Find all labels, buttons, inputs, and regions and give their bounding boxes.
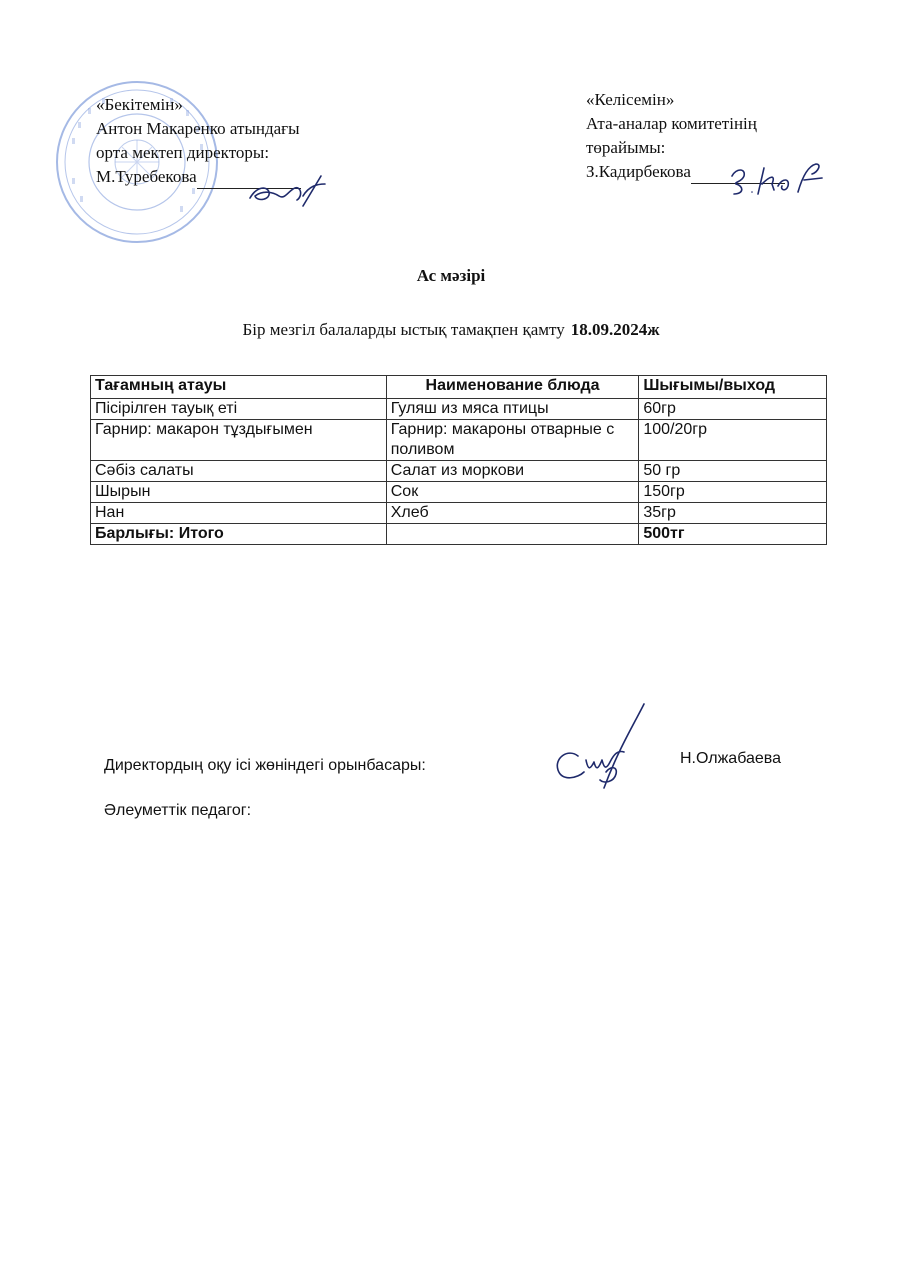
dish-name-kz: Гарнир: макарон тұздығымен xyxy=(91,420,387,461)
dish-name-ru: Гарнир: макароны отварные с поливом xyxy=(386,420,639,461)
dish-name-ru: Салат из моркови xyxy=(386,461,639,482)
dish-name-ru: Хлеб xyxy=(386,503,639,524)
column-header-yield: Шығымы/выход xyxy=(639,376,827,399)
approval-signer: М.Туребекова xyxy=(96,167,197,186)
dish-name-kz: Нан xyxy=(91,503,387,524)
table-total-row xyxy=(91,524,827,545)
approval-heading: «Бекітемін» xyxy=(96,95,183,114)
dish-yield: 150гр xyxy=(639,482,827,503)
approval-line2: орта мектеп директоры: xyxy=(96,143,270,162)
table-row xyxy=(91,482,827,503)
social-pedagog-label: Әлеуметтік педагог: xyxy=(104,802,252,819)
agreement-line2: төрайымы: xyxy=(586,138,666,157)
total-value: 500тг xyxy=(639,524,827,545)
total-label: Барлығы: Итого xyxy=(91,524,387,545)
total-empty-cell xyxy=(386,524,639,545)
dish-name-kz: Шырын xyxy=(91,482,387,503)
column-header-ru: Наименование блюда xyxy=(386,376,639,399)
table-row xyxy=(91,461,827,482)
agreement-line1: Ата-аналар комитетінің xyxy=(586,114,757,133)
table-header-row xyxy=(91,376,827,399)
committee-signature xyxy=(722,158,826,202)
dish-yield: 35гр xyxy=(639,503,827,524)
dish-yield: 100/20гр xyxy=(639,420,827,461)
agreement-signer: З.Кадирбекова xyxy=(586,162,691,181)
subtitle xyxy=(0,320,902,340)
table-row xyxy=(91,420,827,461)
column-header-kz: Тағамның атауы xyxy=(91,376,387,399)
dish-name-kz: Сәбіз салаты xyxy=(91,461,387,482)
menu-table xyxy=(90,375,827,545)
deputy-name: Н.Олжабаева xyxy=(680,750,782,767)
dish-name-ru: Гуляш из мяса птицы xyxy=(386,399,639,420)
dish-yield: 50 гр xyxy=(639,461,827,482)
dish-name-kz: Пісірілген тауық еті xyxy=(91,399,387,420)
table-row xyxy=(91,503,827,524)
deputy-label: Директордың оқу ісі жөніндегі орынбасары: xyxy=(104,757,426,774)
table-row xyxy=(91,399,827,420)
director-signature xyxy=(245,172,345,212)
dish-name-ru: Сок xyxy=(386,482,639,503)
subtitle-text: Бір мезгіл балаларды ыстық тамақпен қамту xyxy=(242,320,565,339)
agreement-heading: «Келісемін» xyxy=(586,90,675,109)
deputy-signature xyxy=(548,700,648,792)
dish-yield: 60гр xyxy=(639,399,827,420)
subtitle-date: 18.09.2024ж xyxy=(570,320,660,339)
approval-line1: Антон Макаренко атындағы xyxy=(96,119,300,138)
page-title: Ас мәзірі xyxy=(416,266,486,285)
